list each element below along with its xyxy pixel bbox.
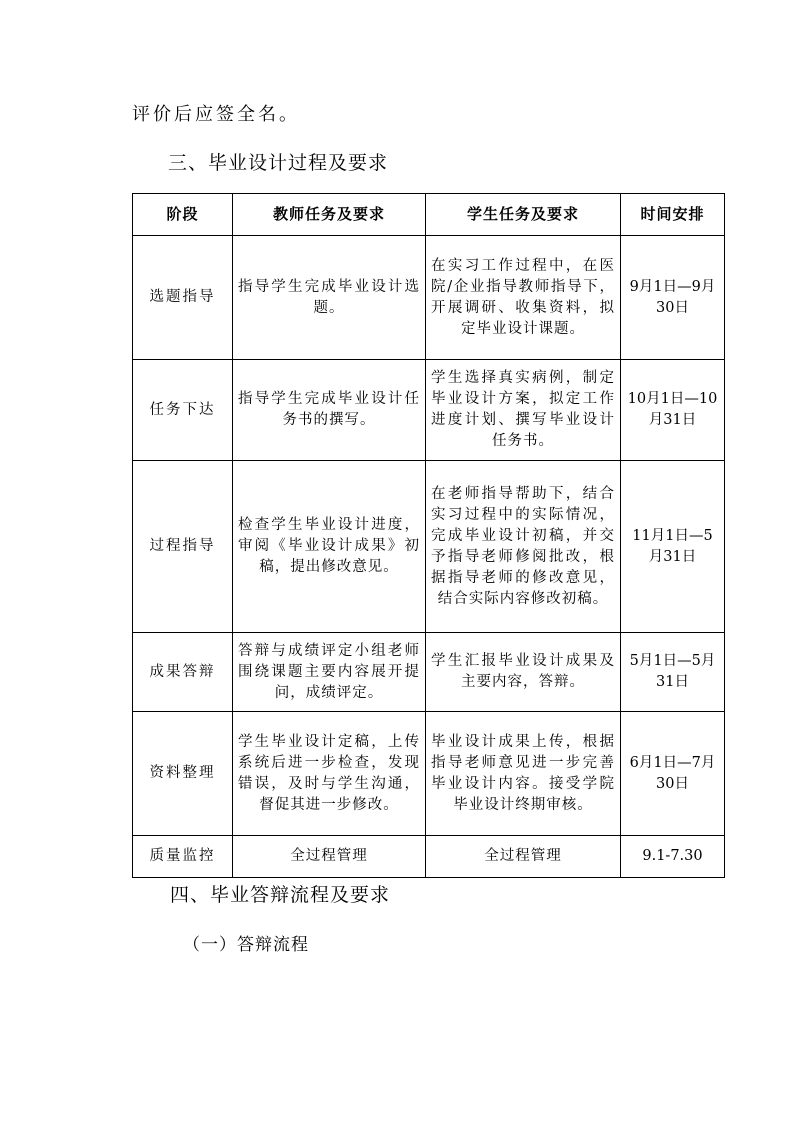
teacher-task-cell: 检查学生毕业设计进度，审阅《毕业设计成果》初稿，提出修改意见。 (233, 461, 426, 633)
schedule-cell: 11月1日—5月31日 (621, 461, 725, 633)
stage-cell: 成果答辩 (133, 633, 233, 712)
table-row (133, 836, 725, 878)
teacher-task-cell: 答辩与成绩评定小组老师围绕课题主要内容展开提问，成绩评定。 (233, 633, 426, 712)
teacher-task-cell: 指导学生完成毕业设计选题。 (233, 236, 426, 360)
subsection-heading-1: （一）答辩流程 (183, 935, 309, 955)
section-heading-3: 三、毕业设计过程及要求 (168, 152, 389, 174)
student-task-cell: 在实习工作过程中，在医院/企业指导教师指导下，开展调研、收集资料，拟定毕业设计课题。 (426, 236, 621, 360)
table-row (133, 461, 725, 633)
header-schedule: 时间安排 (621, 194, 725, 236)
stage-cell: 过程指导 (133, 461, 233, 633)
schedule-cell: 6月1日—7月30日 (621, 712, 725, 836)
section-heading-4: 四、毕业答辩流程及要求 (170, 884, 391, 906)
table-row (133, 633, 725, 712)
header-stage: 阶段 (133, 194, 233, 236)
table-header-row (133, 194, 725, 236)
table-row (133, 236, 725, 360)
student-task-cell: 学生选择真实病例，制定毕业设计方案，拟定工作进度计划、撰写毕业设计任务书。 (426, 360, 621, 461)
teacher-task-cell: 全过程管理 (233, 836, 426, 878)
student-task-cell: 在老师指导帮助下，结合实习过程中的实际情况，完成毕业设计初稿，并交予指导老师修阅批改，根据指导老师的修改意见，结合实际内容修改初稿。 (426, 461, 621, 633)
schedule-cell: 5月1日—5月31日 (621, 633, 725, 712)
header-teacher-tasks: 教师任务及要求 (233, 194, 426, 236)
schedule-cell: 10月1日—10月31日 (621, 360, 725, 461)
stage-cell: 资料整理 (133, 712, 233, 836)
stage-cell: 质量监控 (133, 836, 233, 878)
process-requirements-table (132, 193, 725, 878)
schedule-cell: 9月1日—9月30日 (621, 236, 725, 360)
stage-cell: 选题指导 (133, 236, 233, 360)
intro-text: 评价后应签全名。 (132, 104, 300, 125)
student-task-cell: 学生汇报毕业设计成果及主要内容，答辩。 (426, 633, 621, 712)
student-task-cell: 毕业设计成果上传，根据指导老师意见进一步完善毕业设计内容。接受学院毕业设计终期审核。 (426, 712, 621, 836)
table-row (133, 712, 725, 836)
stage-cell: 任务下达 (133, 360, 233, 461)
teacher-task-cell: 指导学生完成毕业设计任务书的撰写。 (233, 360, 426, 461)
header-student-tasks: 学生任务及要求 (426, 194, 621, 236)
table-row (133, 360, 725, 461)
student-task-cell: 全过程管理 (426, 836, 621, 878)
teacher-task-cell: 学生毕业设计定稿，上传系统后进一步检查，发现错误，及时与学生沟通，督促其进一步修改。 (233, 712, 426, 836)
schedule-cell: 9.1-7.30 (621, 836, 725, 878)
